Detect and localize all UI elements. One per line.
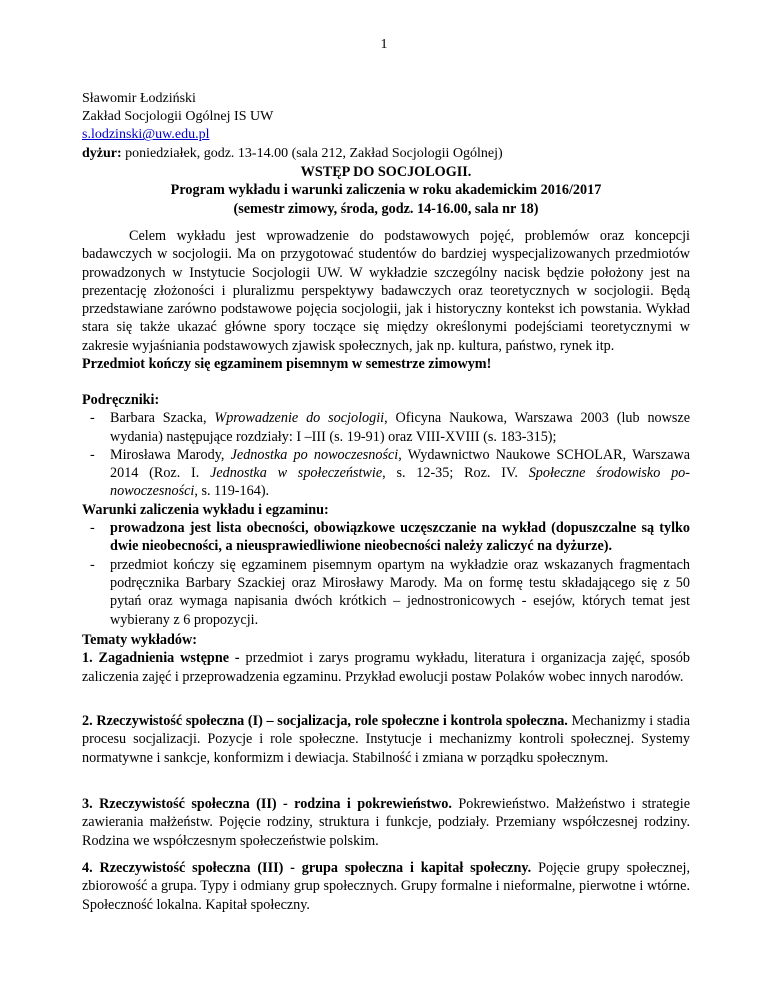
author-name: Sławomir Łodziński: [82, 91, 196, 106]
duty-text: poniedziałek, godz. 13-14.00 (sala 212, Zakład Socjologii Ogólnej): [121, 145, 503, 161]
topic-item: [82, 795, 690, 850]
textbook-title: Jednostka po nowoczesności: [230, 446, 399, 463]
condition-item: - prowadzona jest lista obecności, obowiązkowe uczęszczanie na wykład (dopuszczalne są tylko dwie nieobecności, a nieusprawiedliwione nieobecności należy zaliczyć na dyżurze).: [90, 520, 690, 555]
textbooks-section: [82, 391, 690, 629]
conditions-heading: Warunki zaliczenia wykładu i egzaminu:: [82, 501, 329, 518]
topic-title: 3. Rzeczywistość społeczna (II) - rodzina i pokrewieństwo.: [82, 796, 452, 812]
intro-bold-note: Przedmiot kończy się egzaminem pisemnym w semestrze zimowym!: [82, 356, 492, 373]
page-number: 1: [380, 37, 388, 52]
email-link[interactable]: s.lodzinski@uw.edu.pl: [82, 127, 210, 143]
textbook-details: , Oficyna Naukowa, Warszawa 2003 (lub nowsze wydania) następujące rozdziały: I –III (s. 19-91) oraz VIII-XVIII (s. 183-315);: [110, 410, 691, 445]
textbook-item: - Barbara Szacka, Wprowadzenie do socjologii, Oficyna Naukowa, Warszawa 2003 (lub nowsze wydania) następujące rozdziały: I –III (s. 19-91) oraz VIII-XVIII (s. 183-315);: [90, 410, 691, 445]
topic-text: przedmiot i zarys programu wykładu, literatura i organizacja zajęć, sposób zaliczenia zajęć i przeprowadzenia egzaminu. Przykład ewolucji postaw Polaków wobec innych narodów.: [82, 650, 690, 685]
condition-item: - przedmiot kończy się egzaminem pisemnym opartym na wykładzie oraz wskazanych fragmentach podręcznika Barbary Szackiej oraz Mirosławy Marody. Ma on formę testu składającego się z 50 pytań oraz wymaga napisania dwóch krótkich – jednostronicowych - esejów, których temat jest wybierany z 6 propozycji.: [90, 556, 690, 628]
topic-title: 4. Rzeczywistość społeczna (III) - grupa społeczna i kapitał społeczny.: [82, 860, 532, 876]
document-title: [82, 163, 690, 218]
textbooks-heading: Podręczniki:: [82, 392, 160, 408]
topic-text: Pokrewieństwo. Małżeństwo i strategie zawierania małżeństw. Pojęcie rodziny, struktura i funkcje, podziały. Przemiany współczesnej rodziny. Rodzina we współczesnym społeczeństwie polskim.: [82, 796, 690, 849]
textbook-details: , s. 12-35; Roz. IV.: [382, 465, 529, 482]
department: Zakład Socjologii Ogólnej IS UW: [82, 109, 274, 125]
textbook-item: - Mirosława Marody, Jednostka po nowoczesności, Wydawnictwo Naukowe SCHOLAR, Warszawa 2014 (Roz. I. Jednostka w społeczeństwie, s. 12-35; Roz. IV. Społeczne środowisko po-nowoczesności, s. 119-164).: [90, 446, 690, 500]
title-line-2: Program wykładu i warunki zaliczenia w roku akademickim 2016/2017: [170, 182, 602, 199]
title-line-3: (semestr zimowy, środa, godz. 14-16.00, sala nr 18): [233, 200, 539, 217]
topics-heading: Tematy wykładów:: [82, 632, 197, 648]
topics-section: [82, 631, 690, 686]
condition-text: przedmiot kończy się egzaminem pisemnym opartym na wykładzie oraz wskazanych fragmentach podręcznika Barbary Szackiej oraz Mirosławy Marody. Ma on formę testu składającego się z 50 pytań oraz wymaga napisania dwóch krótkich – jednostronicowych - esejów, których temat jest wybierany z 6 propozycji.: [110, 556, 690, 628]
condition-text: prowadzona jest lista obecności, obowiązkowe uczęszczanie na wykład (dopuszczalne są tylko dwie nieobecności, a nieusprawiedliwione nieobecności należy zaliczyć na dyżurze).: [110, 520, 690, 555]
topic-item: [82, 649, 690, 686]
office-hours: [82, 145, 690, 163]
textbook-title: Wprowadzenie do socjologii: [214, 410, 385, 427]
intro-paragraph: [82, 227, 690, 373]
chapter-title: Jednostka w społeczeństwie: [210, 465, 383, 482]
author-header: [82, 90, 690, 163]
topic-title: 2. Rzeczywistość społeczna (I) – socjalizacja, role społeczne i kontrola społeczna.: [82, 713, 568, 729]
topic-text: Mechanizmy i stadia procesu socjalizacji. Pozycje i role społeczne. Instytucje i mechanizmy kontroli społecznej. Systemy normatywne i sankcje, konformizm i dewiacja. Stabilność i zmiana w porządku społecznym.: [82, 713, 690, 766]
topic-title: 1. Zagadnienia wstępne -: [82, 650, 240, 667]
chapter-title: Społeczne środowisko po-nowoczesności: [110, 465, 690, 500]
topic-item: [82, 712, 690, 767]
textbook-author: Mirosława Marody,: [110, 446, 231, 463]
duty-label: dyżur:: [82, 145, 122, 161]
intro-text: Celem wykładu jest wprowadzenie do podstawowych pojęć, problemów oraz koncepcji badawczych w socjologii. Ma on przygotować studentów do bardziej wyspecjalizowanych przedmiotów prowadzonych w Instytucie Socjologii UW. W wykładzie szczególny nacisk będzie położony jest na prezentację złożoności i pluralizmu perspektywy badawczych oraz teoretycznych w socjologii. Będą przedstawiane zarówno podstawowe pojęcia socjologii, jak i historyczny kontekst ich powstania. Wykład stara się także ukazać główne spory toczące się między określonymi podejściami teoretycznymi w zakresie wyjaśniania podstawowych zjawisk społecznych, jak np. kultura, państwo, rynek itp.: [82, 228, 690, 354]
textbook-details: , s. 119-164).: [194, 483, 270, 500]
topic-item: [82, 859, 690, 914]
topic-text: Pojęcie grupy społecznej, zbiorowość a grupa. Typy i odmiany grup społecznych. Grupy formalne i nieformalne, pierwotne i wtórne. Społeczność lokalna. Kapitał społeczny.: [82, 860, 691, 913]
textbook-details: , Wydawnictwo Naukowe SCHOLAR, Warszawa 2014 (Roz. I.: [110, 446, 690, 482]
title-line-1: WSTĘP DO SOCJOLOGII.: [300, 164, 472, 180]
textbook-author: Barbara Szacka,: [110, 410, 215, 427]
